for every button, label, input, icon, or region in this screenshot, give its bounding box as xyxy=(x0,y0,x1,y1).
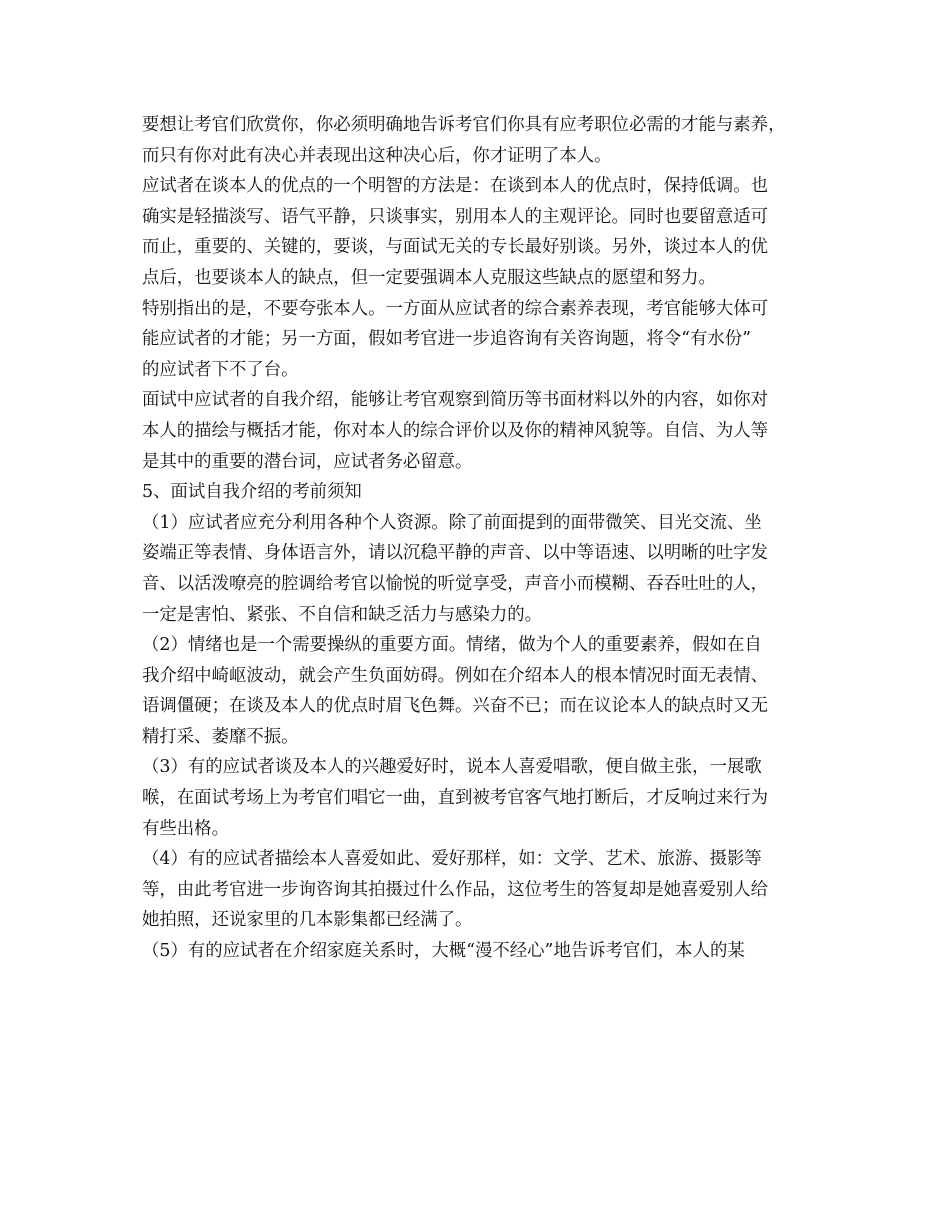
text-line: 是其中的重要的潜台词，应试者务必留意。 xyxy=(142,451,473,472)
paragraph xyxy=(142,844,822,936)
text-line: （4）有的应试者描绘本人喜爱如此、爱好那样，如：文学、艺术、旅游、摄影等 xyxy=(142,849,762,870)
text-line: 的应试者下不了台。 xyxy=(142,359,299,380)
paragraph xyxy=(142,630,822,752)
paragraph xyxy=(142,752,822,844)
text-line: （3）有的应试者谈及本人的兴趣爱好时，说本人喜爱唱歌，便自做主张，一展歌 xyxy=(142,757,762,778)
paragraph xyxy=(142,508,822,630)
text-line: 本人的描绘与概括才能，你对本人的综合评价以及你的精神风貌等。自信、为人等 xyxy=(142,420,769,441)
text-line: 5、面试自我介绍的考前须知 xyxy=(142,482,362,503)
paragraph xyxy=(142,110,822,171)
text-line: 音、以活泼嘹亮的腔调给考官以愉悦的听觉享受，声音小而模糊、吞吞吐吐的人， xyxy=(142,573,769,594)
paragraph xyxy=(142,385,822,477)
paragraph xyxy=(142,171,822,293)
text-line: 精打采、萎靡不振。 xyxy=(142,726,299,747)
text-line: 确实是轻描淡写、语气平静，只谈事实，别用本人的主观评论。同时也要留意适可 xyxy=(142,206,769,227)
text-line: 有些出格。 xyxy=(142,818,229,839)
text-line: 而止，重要的、关键的，要谈，与面试无关的专长最好别谈。另外，谈过本人的优 xyxy=(142,237,769,258)
text-line: 面试中应试者的自我介绍，能够让考官观察到简历等书面材料以外的内容，如你对 xyxy=(142,390,769,411)
paragraph xyxy=(142,294,822,386)
section-heading xyxy=(142,477,822,508)
text-line: 我介绍中崎岖波动，就会产生负面妨碍。例如在介绍本人的根本情况时面无表情、 xyxy=(142,665,769,686)
text-line: 姿端正等表情、身体语言外，请以沉稳平静的声音、以中等语速、以明晰的吐字发 xyxy=(142,543,769,564)
text-line: （2）情绪也是一个需要操纵的重要方面。情绪，做为个人的重要素养，假如在自 xyxy=(142,635,762,656)
text-line: 喉，在面试考场上为考官们唱它一曲，直到被考官客气地打断后，才反响过来行为 xyxy=(142,788,769,809)
text-line: 而只有你对此有决心并表现出这种决心后，你才证明了本人。 xyxy=(142,145,612,166)
text-line: 特别指出的是，不要夸张本人。一方面从应试者的综合素养表现，考官能够大体可 xyxy=(142,298,769,319)
text-line: 应试者在谈本人的优点的一个明智的方法是：在谈到本人的优点时，保持低调。也 xyxy=(142,176,769,197)
text-line: 语调僵硬；在谈及本人的优点时眉飞色舞。兴奋不已；而在议论本人的缺点时又无 xyxy=(142,696,769,717)
text-line: 等，由此考官进一步询咨询其拍摄过什么作品，这位考生的答复却是她喜爱别人给 xyxy=(142,879,769,900)
text-line: 她拍照，还说家里的几本影集都已经满了。 xyxy=(142,910,473,931)
text-line: （1）应试者应充分利用各种个人资源。除了前面提到的面带微笑、目光交流、坐 xyxy=(142,512,762,533)
document-body xyxy=(142,110,822,967)
text-line: 能应试者的才能；另一方面，假如考官进一步追咨询有关咨询题，将令“有水份” xyxy=(142,329,752,350)
text-line: 要想让考官们欣赏你，你必须明确地告诉考官们你具有应考职位必需的才能与素养， xyxy=(142,115,786,135)
paragraph xyxy=(142,936,822,967)
text-line: （5）有的应试者在介绍家庭关系时，大概“漫不经心”地告诉考官们，本人的某 xyxy=(142,941,745,962)
text-line: 点后，也要谈本人的缺点，但一定要强调本人克服这些缺点的愿望和努力。 xyxy=(142,267,716,288)
text-line: 一定是害怕、紧张、不自信和缺乏活力与感染力的。 xyxy=(142,604,542,625)
